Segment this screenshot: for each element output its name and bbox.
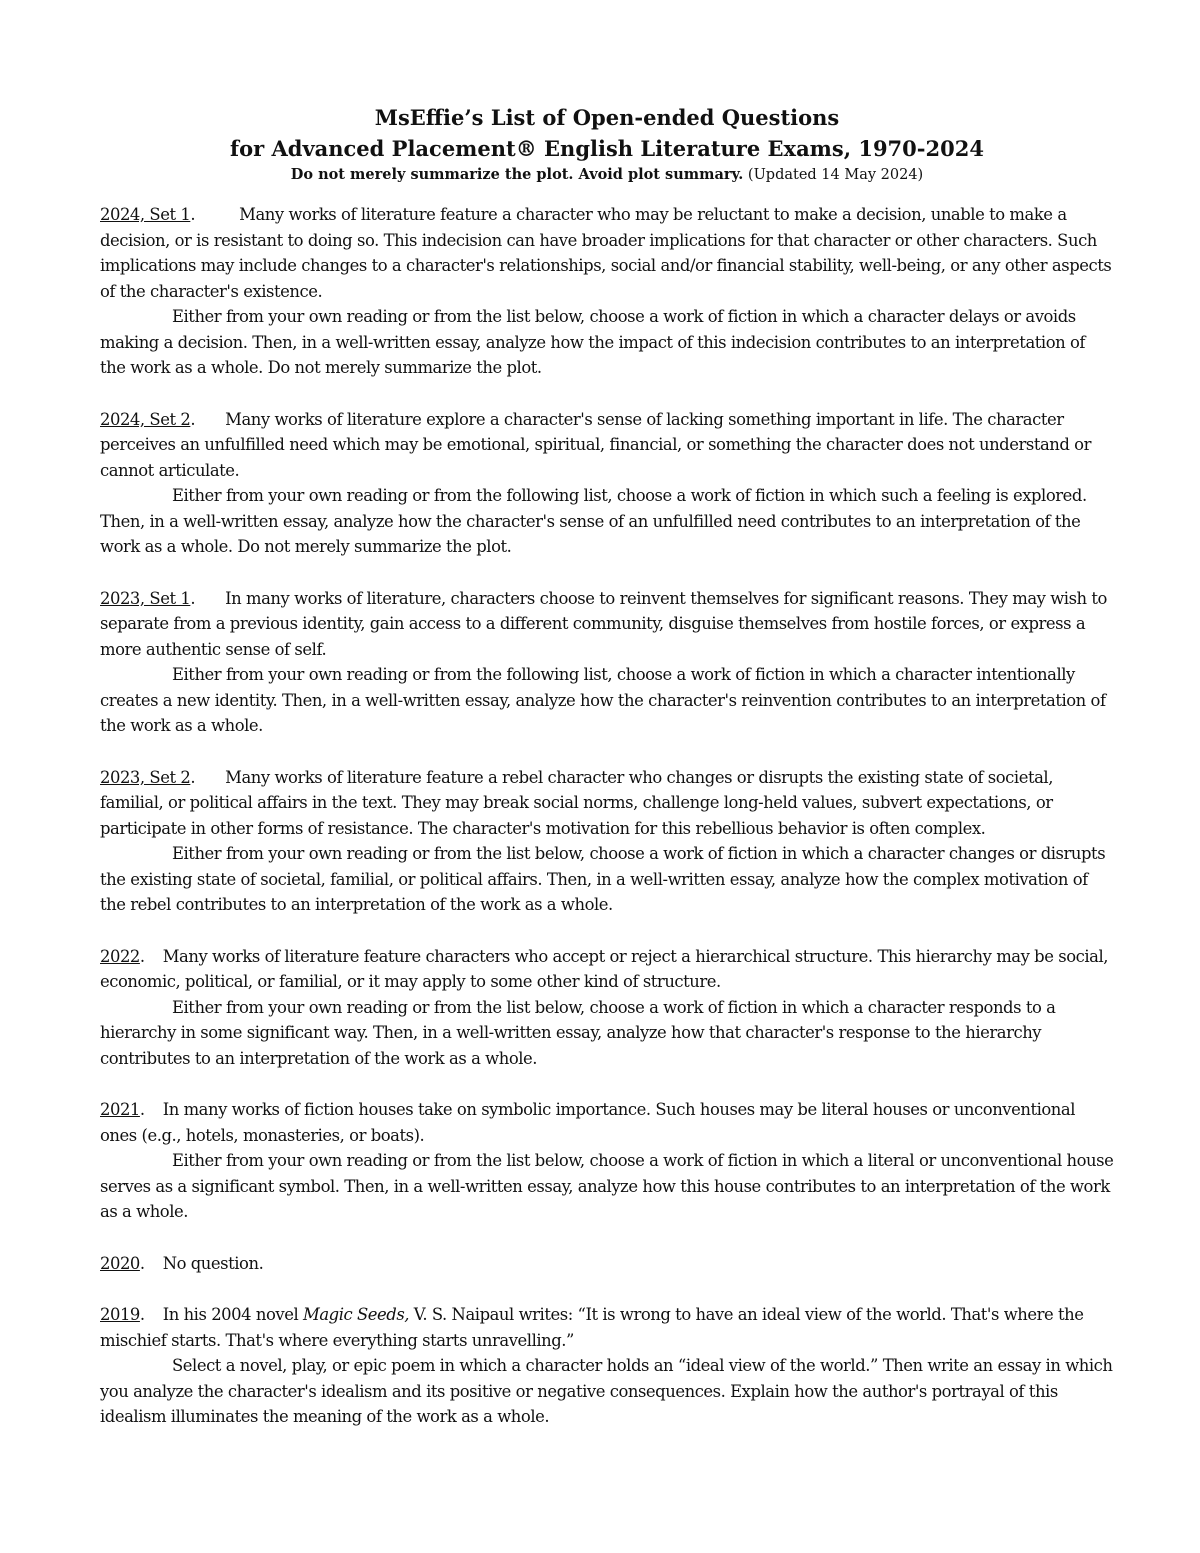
- question-prompt: 2022. Many works of literature feature characters who accept or reject a hierarchical structure. This hierarchy may be social, economic, political, or familial, or it may apply to some other kind of structure.: [100, 946, 1109, 991]
- document-title-line-2: for Advanced Placement® English Literature Exams, 1970-2024: [230, 136, 984, 161]
- question-prompt: 2021. In many works of fiction houses take on symbolic importance. Such houses may be literal houses or unconventional ones (e.g., hotels, monasteries, or boats).: [100, 1100, 1076, 1145]
- question-prompt: 2023, Set 2. Many works of literature feature a rebel character who changes or disrupts the existing state of societal, familial, or political affairs in the text. They may break social norms, challenge long-held values, subvert expectations, or participate in other forms of resistance. The character's motivation for this rebellious behavior is often complex.: [100, 767, 1053, 838]
- question-label: 2022: [100, 946, 140, 966]
- question-prompt: 2024, Set 2. Many works of literature explore a character's sense of lacking something important in life. The character perceives an unfulfilled need which may be emotional, spiritual, financial, or something the character does not understand or cannot articulate.: [100, 409, 1091, 480]
- question-2019: [100, 1302, 1114, 1430]
- question-prompt: 2019. In his 2004 novel Magic Seeds, V. S. Naipaul writes: “It is wrong to have an ideal view of the world. That's where the mischief starts. That's where everything starts unravelling.”: [100, 1305, 1084, 1350]
- document-subtitle: [100, 164, 1114, 186]
- question-label: 2019: [100, 1305, 140, 1324]
- question-prompt: 2024, Set 1. Many works of literature feature a character who may be reluctant to make a decision, unable to make a decision, or is resistant to doing so. This indecision can have broader implications for that character or other characters. Such implications may include changes to a character's relationships, social and/or financial stability, well-being, or any other aspects of the character's existence.: [100, 205, 1112, 301]
- question-task: Either from your own reading or from the list below, choose a work of fiction in which a character delays or avoids making a decision. Then, in a well-written essay, analyze how the impact of this indecision contributes to an interpretation of the work as a whole. Do not merely summarize the plot.: [100, 307, 1086, 377]
- question-2023-set-2: [100, 765, 1114, 918]
- question-label: 2023, Set 1: [100, 588, 191, 608]
- document-title-line-1: MsEffie’s List of Open-ended Questions: [374, 105, 840, 130]
- question-2023-set-1: [100, 586, 1114, 739]
- question-label: 2023, Set 2: [100, 767, 191, 787]
- question-2021: [100, 1097, 1114, 1225]
- question-label: 2020: [100, 1253, 140, 1273]
- question-task: Either from your own reading or from the following list, choose a work of fiction in which such a feeling is explored. Then, in a well-written essay, analyze how the character's sense of an unfulfilled need contributes to an interpretation of the work as a whole. Do not merely summarize the plot.: [100, 486, 1087, 556]
- question-task: Select a novel, play, or epic poem in which a character holds an “ideal view of the world.” Then write an essay in which you analyze the character's idealism and its positive or negative consequences. Explain how the author's portrayal of this idealism illuminates the meaning of the work as a whole.: [100, 1356, 1113, 1426]
- question-2024-set-1: [100, 202, 1114, 381]
- question-2022: [100, 944, 1114, 1072]
- question-text: In many works of literature, characters choose to reinvent themselves for significant reasons. They may wish to separate from a previous identity, gain access to a different community, disguise themselves from hostile forces, or express a more authentic sense of self.: [100, 588, 1107, 659]
- book-title: Magic Seeds,: [303, 1305, 410, 1324]
- question-task: Either from your own reading or from the list below, choose a work of fiction in which a character changes or disrupts the existing state of societal, familial, or political affairs. Then, in a well-written essay, analyze how the complex motivation of the rebel contributes to an interpretation of the work as a whole.: [100, 844, 1106, 914]
- question-2024-set-2: [100, 407, 1114, 560]
- subtitle-instruction: Do not merely summarize the plot. Avoid plot summary.: [290, 166, 744, 183]
- question-text-intro: In his 2004 novel: [162, 1305, 304, 1324]
- question-task: Either from your own reading or from the list below, choose a work of fiction in which a literal or unconventional house serves as a significant symbol. Then, in a well-written essay, analyze how this house contributes to an interpretation of the work as a whole.: [100, 1151, 1114, 1221]
- question-prompt: 2023, Set 1. In many works of literature, characters choose to reinvent themselves for significant reasons. They may wish to separate from a previous identity, gain access to a different community, disguise themselves from hostile forces, or express a more authentic sense of self.: [100, 588, 1107, 659]
- question-label: 2024, Set 2: [100, 409, 191, 429]
- question-text: In many works of fiction houses take on symbolic importance. Such houses may be literal houses or unconventional ones (e.g., hotels, monasteries, or boats).: [100, 1100, 1076, 1145]
- question-text: Many works of literature explore a character's sense of lacking something important in life. The character perceives an unfulfilled need which may be emotional, spiritual, financial, or something the character does not understand or cannot articulate.: [100, 409, 1091, 480]
- question-text: Many works of literature feature characters who accept or reject a hierarchical structure. This hierarchy may be social, economic, political, or familial, or it may apply to some other kind of structure.: [100, 946, 1109, 991]
- question-label: 2021: [100, 1100, 140, 1119]
- question-task: Either from your own reading or from the list below, choose a work of fiction in which a character responds to a hierarchy in some significant way. Then, in a well-written essay, analyze how that character's response to the hierarchy contributes to an interpretation of the work as a whole.: [100, 997, 1056, 1068]
- question-text: Many works of literature feature a character who may be reluctant to make a decision, unable to make a decision, or is resistant to doing so. This indecision can have broader implications for that character or other characters. Such implications may include changes to a character's relationships, social and/or financial stability, well-being, or any other aspects of the character's existence.: [100, 205, 1112, 301]
- question-task: Either from your own reading or from the following list, choose a work of fiction in which a character intentionally creates a new identity. Then, in a well-written essay, analyze how the character's reinvention contributes to an interpretation of the work as a whole.: [100, 665, 1106, 735]
- question-text: Many works of literature feature a rebel character who changes or disrupts the existing state of societal, familial, or political affairs in the text. They may break social norms, challenge long-held values, subvert expectations, or participate in other forms of resistance. The character's motivation for this rebellious behavior is often complex.: [100, 767, 1053, 838]
- question-text: No question.: [162, 1253, 264, 1273]
- question-label: 2024, Set 1: [100, 205, 191, 224]
- question-text-quote: V. S. Naipaul writes: “It is wrong to have an ideal view of the world. That's where the mischief starts. That's where everything starts unravelling.”: [100, 1305, 1084, 1350]
- subtitle-updated-date: (Updated 14 May 2024): [743, 167, 924, 183]
- question-prompt: 2020. No question.: [100, 1253, 264, 1273]
- question-2020: [100, 1251, 1114, 1277]
